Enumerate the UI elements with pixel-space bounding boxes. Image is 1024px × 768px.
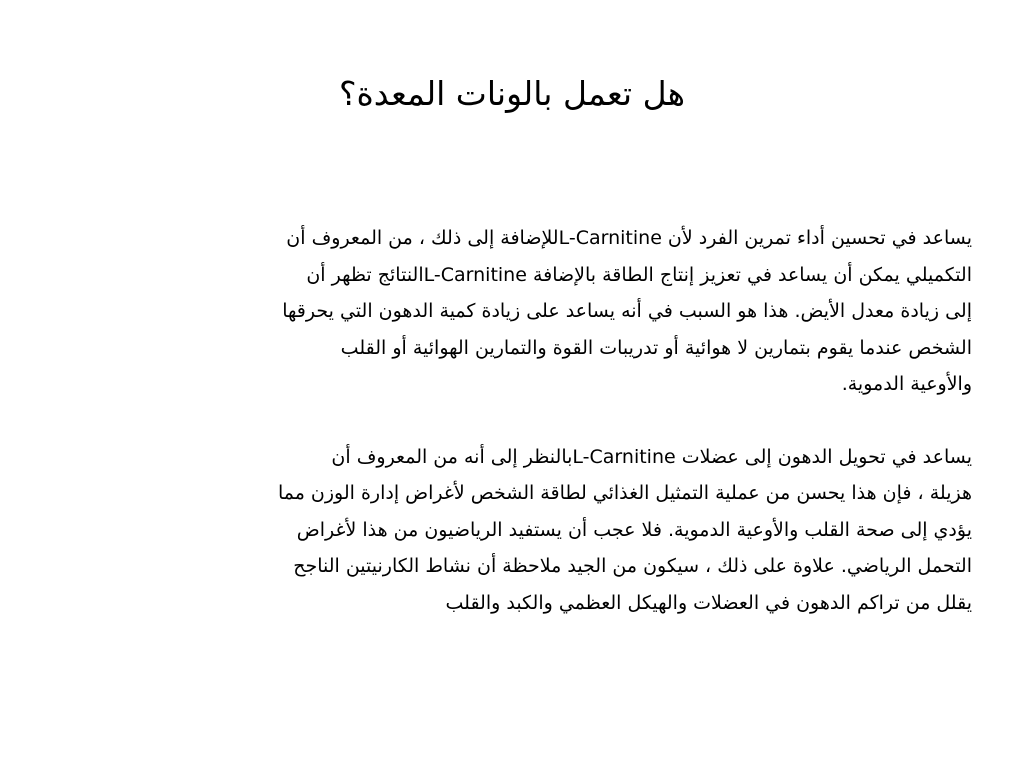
paragraph-line: إلى زيادة معدل الأيض. هذا هو السبب في أنه يساعد على زيادة كمية الدهون التي يحرقها: [282, 300, 972, 322]
paragraph-line: التحمل الرياضي. علاوة على ذلك ، سيكون من الجيد ملاحظة أن نشاط الكارنيتين الناجح: [293, 555, 972, 577]
paragraph-line: يساعد في تحسين أداء تمرين الفرد لأن L-Carnitineللإضافة إلى ذلك ، من المعروف أن: [286, 227, 972, 249]
paragraph-line: التكميلي يمكن أن يساعد في تعزيز إنتاج الطاقة بالإضافة L-Carnitineالنتائج تظهر أن: [306, 263, 972, 286]
paragraph-line: هزيلة ، فإن هذا يحسن من عملية التمثيل الغذائي لطاقة الشخص لأغراض إدارة الوزن مما: [277, 482, 972, 504]
paragraph-carnitine-fat-conversion: [82, 439, 972, 622]
paragraph-line: يقلل من تراكم الدهون في العضلات والهيكل العظمي والكبد والقلب: [445, 591, 972, 614]
paragraph-line: الشخص عندما يقوم بتمارين لا هوائية أو تدريبات القوة والتمارين الهوائية أو القلب: [340, 336, 972, 359]
paragraph-line: والأوعية الدموية.: [841, 373, 972, 395]
slide-body: [82, 220, 972, 621]
paragraph-carnitine-performance: [82, 220, 972, 403]
slide-title: هل تعمل بالونات المعدة؟: [338, 74, 686, 113]
paragraph-line: يؤدي إلى صحة القلب والأوعية الدموية. فلا عجب أن يستفيد الرياضيون من هذا لأغراض: [296, 518, 972, 541]
paragraph-line: يساعد في تحويل الدهون إلى عضلات L-Carnitineبالنظر إلى أنه من المعروف أن: [331, 445, 972, 468]
